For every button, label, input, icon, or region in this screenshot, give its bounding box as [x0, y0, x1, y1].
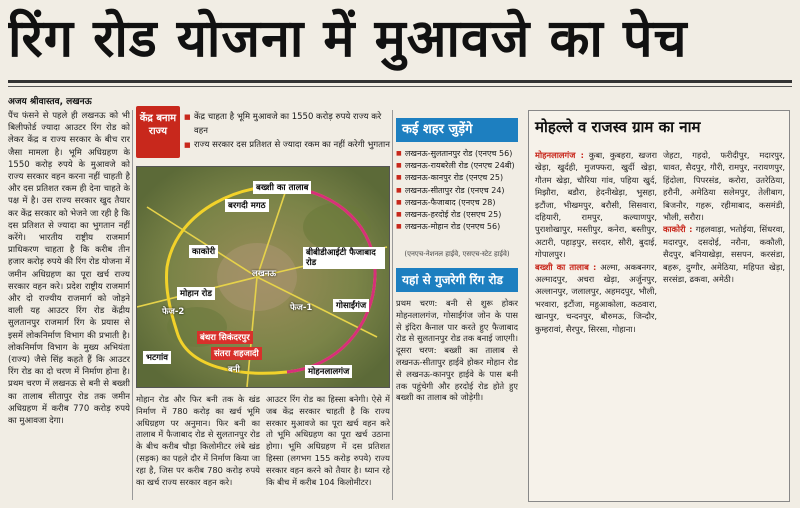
mohalle-box-heading: मोहल्ले व राजस्व ग्राम का नाम	[535, 118, 701, 136]
key-point: ■ केंद्र चाहता है भूमि मुआवजे का 1550 करोड़ रुपये राज्य करे वहन	[184, 110, 390, 138]
ring-road-map	[136, 166, 390, 388]
byline: अजय श्रीवास्तव, लखनऊ	[8, 97, 92, 107]
city-item: ■ लखनऊ-हरदोई रोड (एसएच 25)	[396, 209, 518, 221]
mohalle-list: जेहटा, गहदो, फरीदीपुर, मदारपुर, धावत, सैदपुर, गौरी, रामपुर, नरायणपुर, हिंदोला, पिपरसंड, करोरा, उतरेठिया, हरौनी, अमेठिया सलेमपुर, तेलीबाग, बिजनौर, गहरू, रहीमाबाद, कसमंडी, भौली, सरौरा।	[663, 150, 785, 223]
map-label-banthra-sikandarpur: बंथरा सिकंदरपुर	[197, 331, 253, 344]
key-points	[184, 110, 390, 152]
map-label-santra-shahzadi: संतरा शहजादी	[211, 347, 262, 360]
mohalle-col-2	[663, 149, 785, 499]
mohalle-list: कुबा, कुबहरा, खजरा खेड़ा, खुर्दही, मुजफ्फरा, खुर्दी खेड़ा, गौतम खेड़ा, चौरिया गांव, पहिया खुर्द, मिझौरा, बडौरा, हेदनीखेड़ा, भुसहा, इटौंजा, भीखमपुर, बरौसी, सिसवारा, दहियारी, रामपुर, कल्याणपुर, पुराशोखापुर, मस्तीपुर, कनेरा, बस्तीपुर, अटारी, पहाड़पुर, सरदार, सौरी, बुदाई, गोपालपुर।	[535, 150, 657, 260]
headline-rule	[8, 80, 792, 83]
map-label-bakshi-ka-talab: बख्शी का तालाब	[253, 181, 311, 194]
mohalle-box	[528, 110, 790, 502]
city-item: ■ लखनऊ-सीतापुर रोड (एनएच 24)	[396, 185, 518, 197]
map-label-bani: बनी	[228, 365, 240, 375]
city-item: ■ लखनऊ-सुलतानपुर रोड (एनएच 56)	[396, 148, 518, 160]
map-label-phase-1: फेज-1	[290, 303, 313, 313]
map-label-mohan-road: मोहान रोड	[177, 287, 215, 300]
kendra-vs-rajya-tag: केंद्र बनाम राज्य	[136, 106, 180, 158]
map-label-lucknow: लखनऊ	[252, 269, 277, 279]
map-label-gosainganj: गोसाईंगंज	[333, 299, 369, 312]
column-divider	[392, 110, 393, 500]
route-box-heading: यहां से गुजरेगी रिंग रोड	[396, 268, 518, 292]
article-text-left: पैंच फंसने से पहले ही लखनऊ को भी बिलीफोर्ड ज्यादा आउटर रिंग रोड को लेकर केंद्र व राज्य सरकार के बीच रार जैसा मामला है। भूमि अधिग्रहण के 1550 करोड़ रुपये के मुआवजे को राज्य सरकार वहन करना नहीं चाहती है और दस प्रतिशत रकम ही देना चाहते के पक्ष में है। उस राज्य सरकार खुद तैयार कर केंद्र सरकार को भेजने जा रही है कि दस प्रतिशत से ज्यादा का भुगतान नहीं करेंगे। भारतीय राष्ट्रीय राजमार्ग प्राधिकरण चाहता है कि करीब तीन हजार करोड़ रुपये की रिंग रोड योजना में जमीन अधिग्रहण का पूरा खर्च राज्य सरकार वहन करे। प्रदेश राष्ट्रीय राजमार्ग और दो राज्यीय राजमार्ग को जोड़ने वाली यह आउटर रिंग रोड केंद्रीय सुलतानपुर राजमार्ग रिंग के प्रयास से इसमें लोकनिर्माण विभाग की प्रभाती है। लोकनिर्माण विभाग के मुख्य अभियंता (राज्य) जैसे सिंह कहते हैं कि आउटर रिंग रोड का दो चरण में निर्माण होना है। प्रथम चरण में लखनऊ से बनी से बख्शी का तालाब सीतापुर रोड तक जमीन अधिग्रहण में करीब 770 करोड़ रुपये का मुआवजा देगा।	[8, 111, 130, 427]
map-label-bargadi: बरगदी मगठ	[225, 199, 269, 212]
mohalle-subhead: मोहनलालगंज :	[535, 150, 584, 160]
map-label-kakori: काकोरी	[189, 245, 218, 258]
map-label-bbd-faizabad-road: बीबीडीआईटी फैजाबाद रोड	[303, 247, 385, 269]
city-item: ■ लखनऊ-कानपुर रोड (एनएच 25)	[396, 172, 518, 184]
headline: रिंग रोड योजना में मुआवजे का पेच	[8, 9, 688, 69]
mohalle-subhead: काकोरी :	[663, 224, 693, 235]
city-item: ■ लखनऊ-फैजाबाद (एनएच 28)	[396, 197, 518, 209]
mohalle-col-1	[535, 149, 657, 499]
center-text-col-1: मोहान रोड और फिर बनी तक के खंड निर्माण में 780 करोड़ का खर्च भूमि अधिग्रहण पर अनुमान। फिर बनी का तालाब में फैजाबाद रोड से सुलतानपुर रोड के बीच करीब चौड़ा किलोमीटर लंबे खंड (सड़क) का पहले दौर में निर्माण किया जा रहा है, जिस पर करीब 780 करोड़ रुपये का खर्च राज्य सरकार वहन करे।	[136, 394, 260, 487]
cities-note: (एनएच-नेशनल हाईवे, एसएच-स्टेट हाईवे)	[404, 250, 510, 258]
cities-list	[396, 148, 518, 233]
mohalle-subhead: बख्शी का तालाब :	[535, 261, 597, 272]
city-item: ■ लखनऊ-मोहान रोड (एनएच 56)	[396, 221, 518, 233]
mohalle-list: गहलवाड़ा, भतोईया, सिंधरवा, मदारपुर, दसदोई, नरौना, ककौली, सैदपुर, बनियाखेड़ा, ससपन, करसंडा, बहरू, दुग्गौर, अमेठिया, महिपत खेड़ा, सरसंडा, ढकवा, अमेठी।	[663, 224, 785, 285]
map-label-bhatgaon: भटगांव	[143, 351, 171, 364]
map-label-phase-2: फेज-2	[162, 307, 185, 317]
city-item: ■ लखनऊ-रायबरेली रोड (एनएच 24बी)	[396, 160, 518, 172]
center-text-col-2: आउटर रिंग रोड का हिस्सा बनेगी। ऐसे में जब केंद्र सरकार चाहती है कि राज्य सरकार मुआवजे का पूरा खर्च वहन करे तो भूमि अधिग्रहण का पूरा खर्च उठाना होगा। भूमि अधिग्रहण में दस प्रतिशत हिस्सा (लगभग 155 करोड़ रुपये) राज्य सरकार वहन करने को तैयार है। ध्यान रहे कि बीच में करीब 104 किलोमीटर।	[266, 394, 390, 487]
cities-box-heading: कई शहर जुड़ेंगे	[396, 118, 518, 142]
map-label-mohanlalganj: मोहनलालगंज	[305, 365, 352, 378]
mohalle-list: अल्मा, अकबनगर, अल्मादपुर, अचरा खेड़ा, अर्जुनपुर, अल्लानपुर, जलालपुर, अहमदपुर, भौली, भरवारा, इटौंजा, महुआकोला, कठवारा, खानपुर, चन्दनपुर, बौरुमऊ, जिन्दौर, कुम्हरावां, सैरपुर, सिरसा, गोहाना।	[535, 261, 657, 334]
route-text: प्रथम चरण: बनी से शुरू होकर मोहनलालगंज, गोसाईंगंज जोन के पास से इंदिरा कैनाल पार करते हुए फैजाबाद रोड से सुलतानपुर रोड तक बनाई जाएगी। दूसरा चरण: बख्शी का तालाब से लखनऊ-सीतापुर हाईवे होकर मोहान रोड से लखनऊ-कानपुर हाईवे के पास बनी तक पहुंचेगी और हरदोई रोड होते हुए बख्शी का तालाब को जोड़ेगी।	[396, 298, 518, 403]
headline-rule-thin	[8, 86, 792, 87]
column-divider	[132, 110, 133, 500]
key-point: ■ राज्य सरकार दस प्रतिशत से ज्यादा रकम का नहीं करेगी भुगतान	[184, 138, 390, 152]
center-article-text	[136, 394, 390, 502]
